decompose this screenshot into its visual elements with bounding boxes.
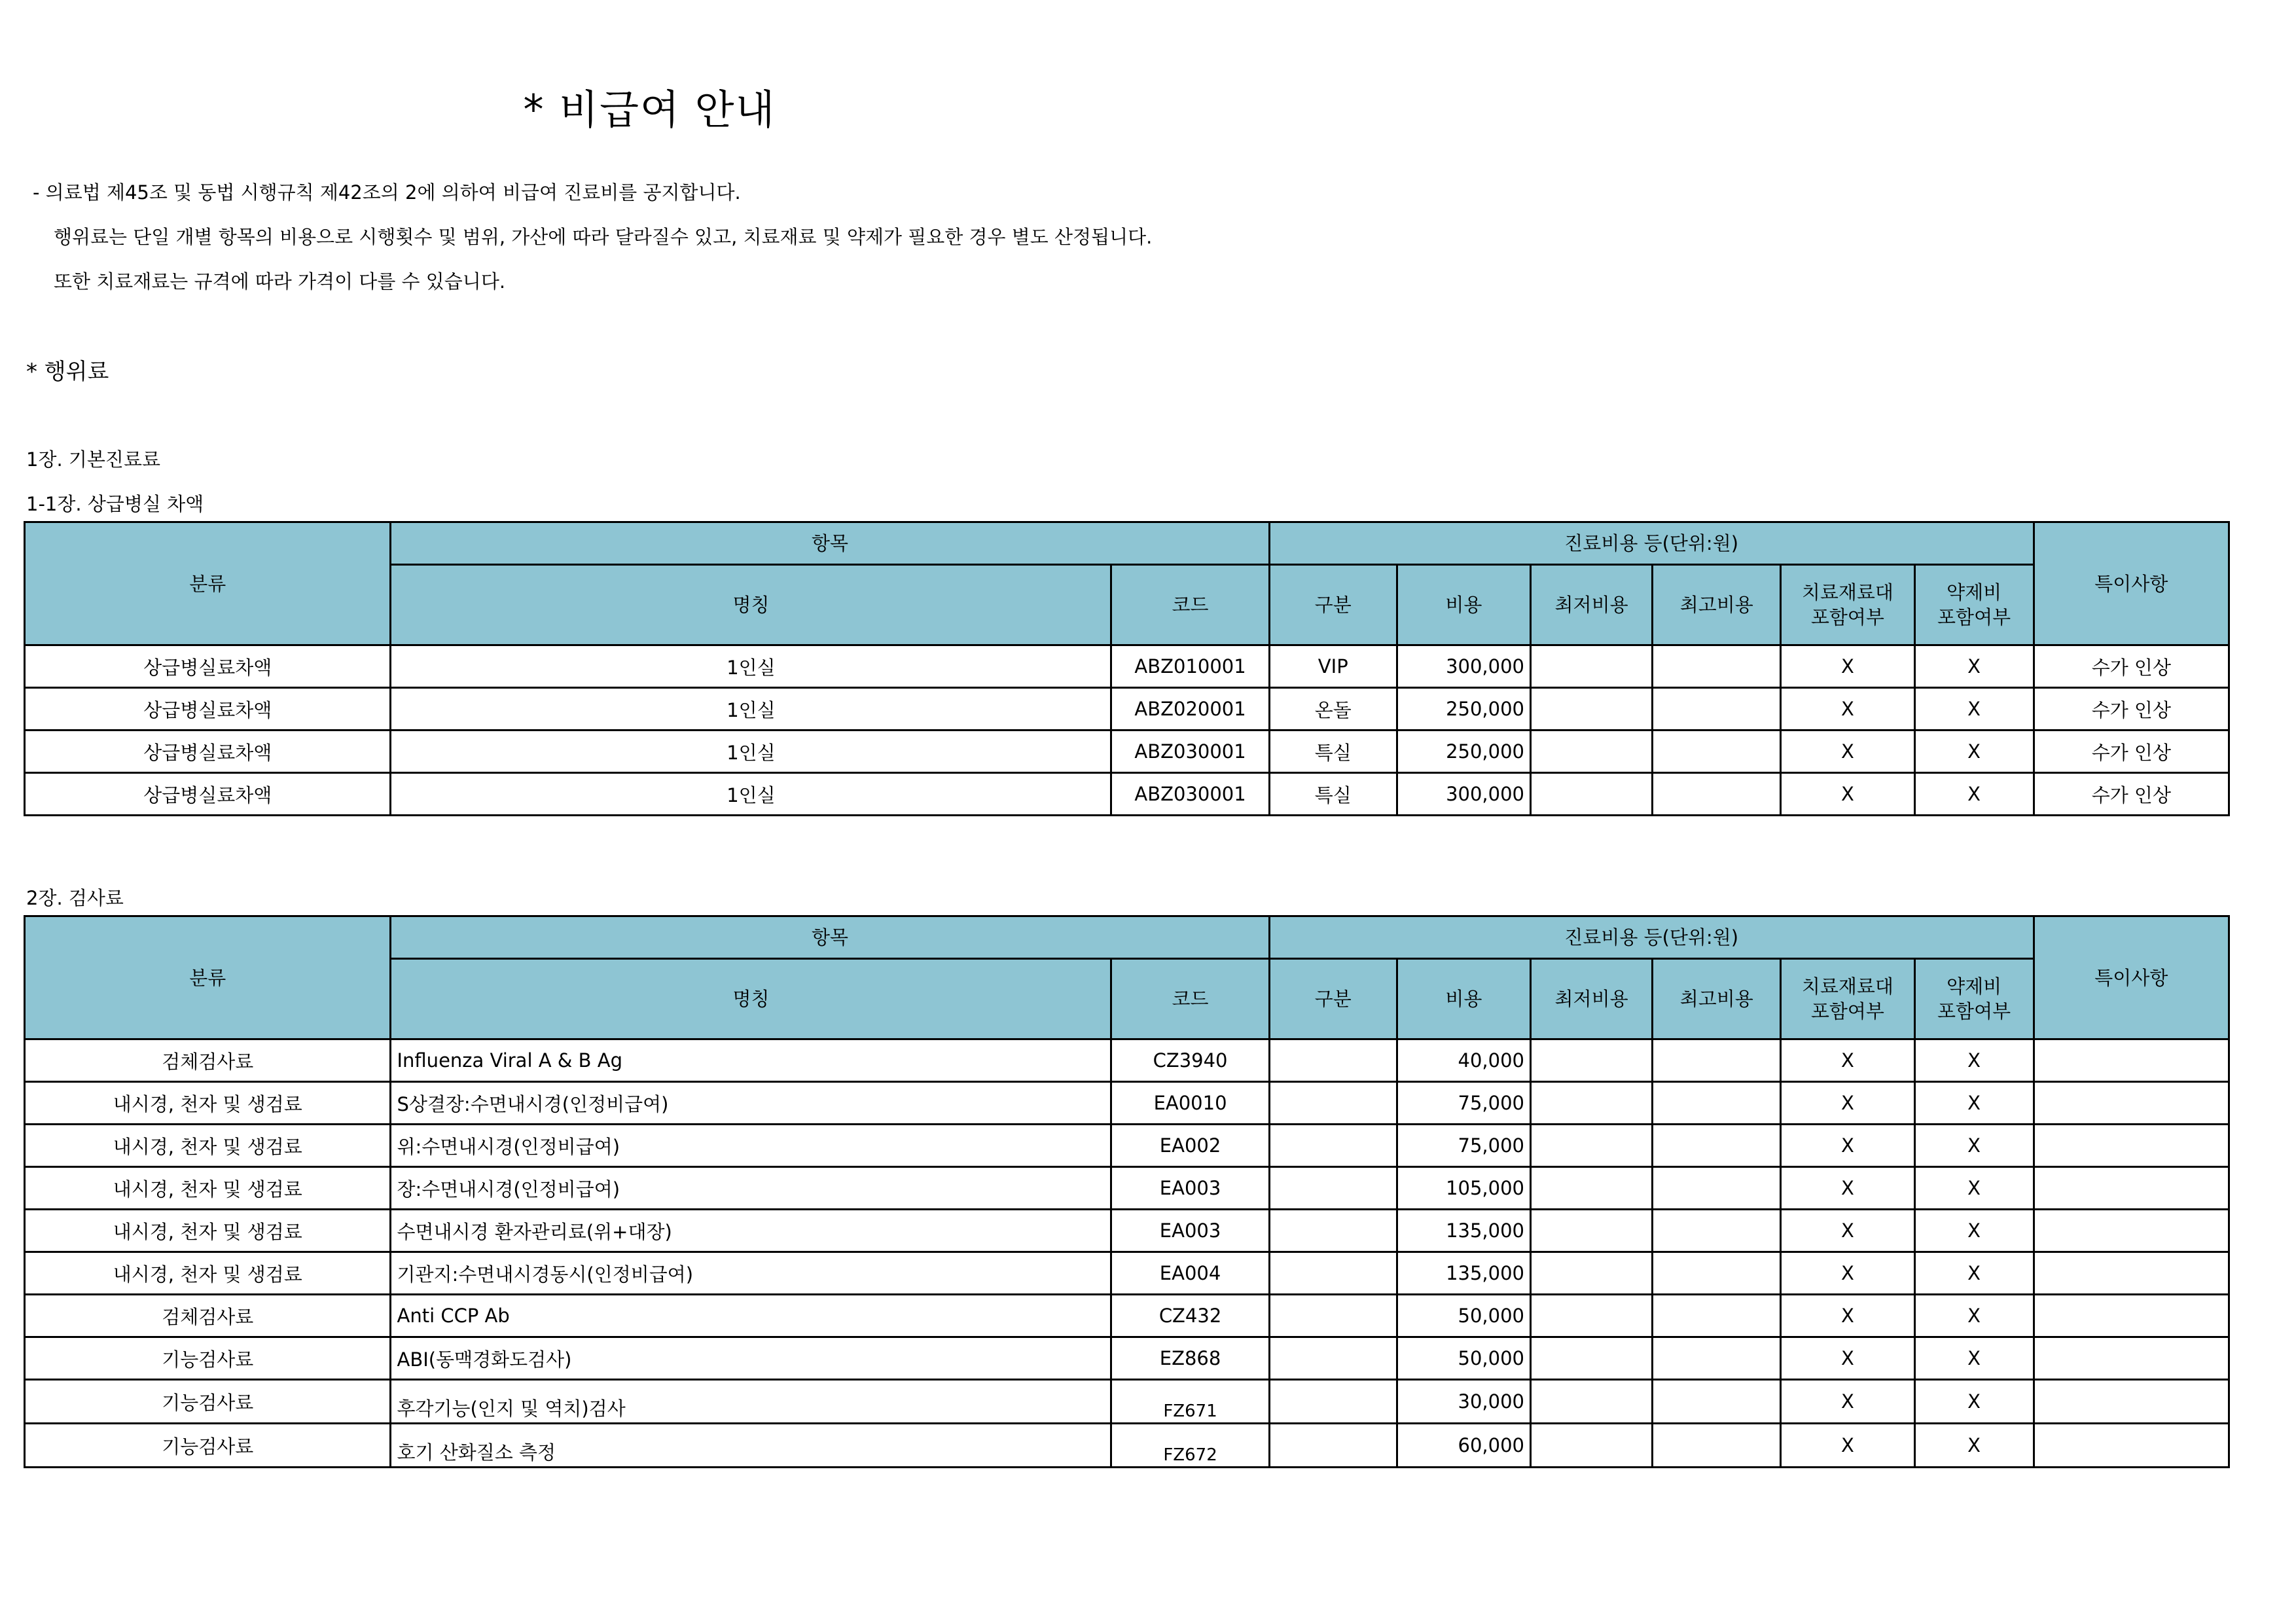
cell-min-cost [1531,688,1653,731]
cell-category: 상급병실료차액 [25,731,391,773]
cell-code: ABZ030001 [1111,731,1269,773]
exam-fee-table [24,915,2230,1468]
cell-type [1269,1295,1397,1337]
cell-name: 1인실 [391,773,1111,816]
cell-max-cost [1653,1125,1781,1167]
table-row [25,1424,2229,1468]
cell-type: 특실 [1269,731,1397,773]
cell-max-cost [1653,645,1781,688]
cell-cost: 250,000 [1397,688,1530,731]
cell-cost: 60,000 [1397,1424,1530,1468]
cell-name: Influenza Viral A & B Ag [391,1039,1111,1082]
header-item: 항목 [391,916,1269,959]
cell-min-cost [1531,773,1653,816]
notice-line-1: - 의료법 제45조 및 동법 시행규칙 제42조의 2에 의하여 비급여 진료비를 공지합니다. [33,181,741,204]
cell-min-cost [1531,731,1653,773]
cell-min-cost [1531,1167,1653,1210]
cell-remarks: 수가 인상 [2034,645,2229,688]
cell-category: 내시경, 천자 및 생검료 [25,1167,391,1210]
cell-type: 특실 [1269,773,1397,816]
cell-cost: 300,000 [1397,773,1530,816]
chapter-1-heading: 1장. 기본진료료 [26,448,160,471]
cell-remarks: 수가 인상 [2034,731,2229,773]
cell-min-cost [1531,645,1653,688]
cell-remarks [2034,1210,2229,1252]
cell-code: FZ672 [1111,1424,1269,1468]
cell-category: 상급병실료차액 [25,773,391,816]
cell-max-cost [1653,731,1781,773]
notice-line-2: 행위료는 단일 개별 항목의 비용으로 시행횟수 및 범위, 가산에 따라 달라질수 있고, 치료재료 및 약제가 필요한 경우 별도 산정됩니다. [54,226,1153,248]
cell-cost: 135,000 [1397,1252,1530,1295]
cell-type [1269,1380,1397,1424]
cell-type [1269,1210,1397,1252]
table-row [25,731,2229,773]
cell-cost: 30,000 [1397,1380,1530,1424]
cell-min-cost [1531,1125,1653,1167]
cell-cost: 75,000 [1397,1125,1530,1167]
cell-code: ABZ020001 [1111,688,1269,731]
cell-category: 내시경, 천자 및 생검료 [25,1210,391,1252]
header-drug: 약제비 포함여부 [1914,565,2034,645]
subchapter-1-1-heading: 1-1장. 상급병실 차액 [26,493,204,515]
cell-cost: 50,000 [1397,1295,1530,1337]
notice-line-3: 또한 치료재료는 규격에 따라 가격이 다를 수 있습니다. [54,270,506,293]
header-type: 구분 [1269,959,1397,1039]
table-row [25,1295,2229,1337]
cell-cost: 135,000 [1397,1210,1530,1252]
cell-remarks: 수가 인상 [2034,773,2229,816]
header-drug: 약제비 포함여부 [1914,959,2034,1039]
cell-max-cost [1653,688,1781,731]
header-type: 구분 [1269,565,1397,645]
cell-category: 기능검사료 [25,1380,391,1424]
header-material: 치료재료대 포함여부 [1781,565,1914,645]
header-min-cost: 최저비용 [1531,959,1653,1039]
table-row [25,1337,2229,1380]
cell-name: 호기 산화질소 측정 [391,1424,1111,1468]
cell-cost: 105,000 [1397,1167,1530,1210]
cell-min-cost [1531,1252,1653,1295]
cell-code: EA003 [1111,1210,1269,1252]
cell-code: ABZ030001 [1111,773,1269,816]
cell-type: VIP [1269,645,1397,688]
cell-code: EA003 [1111,1167,1269,1210]
cell-code: EA004 [1111,1252,1269,1295]
cell-drug: X [1914,1167,2034,1210]
cell-min-cost [1531,1295,1653,1337]
cell-remarks [2034,1125,2229,1167]
header-item: 항목 [391,522,1269,565]
cell-material: X [1781,645,1914,688]
cell-drug: X [1914,688,2034,731]
cell-category: 기능검사료 [25,1337,391,1380]
cell-cost: 250,000 [1397,731,1530,773]
cell-material: X [1781,688,1914,731]
cell-remarks [2034,1082,2229,1125]
cell-code: CZ432 [1111,1295,1269,1337]
table-row [25,1125,2229,1167]
header-cost-group: 진료비용 등(단위:원) [1269,522,2034,565]
cell-material: X [1781,1380,1914,1424]
cell-drug: X [1914,731,2034,773]
header-name: 명칭 [391,959,1111,1039]
cell-category: 내시경, 천자 및 생검료 [25,1125,391,1167]
section-heading: * 행위료 [26,359,109,385]
cell-code: EA002 [1111,1125,1269,1167]
table-row [25,1210,2229,1252]
cell-material: X [1781,1337,1914,1380]
header-code: 코드 [1111,565,1269,645]
cell-name: 수면내시경 환자관리료(위+대장) [391,1210,1111,1252]
cell-min-cost [1531,1337,1653,1380]
cell-type [1269,1167,1397,1210]
cell-name: ABI(동맥경화도검사) [391,1337,1111,1380]
cell-material: X [1781,1039,1914,1082]
cell-remarks [2034,1167,2229,1210]
header-remarks: 특이사항 [2034,916,2229,1039]
cell-material: X [1781,1210,1914,1252]
cell-category: 상급병실료차액 [25,645,391,688]
cell-max-cost [1653,1082,1781,1125]
cell-category: 내시경, 천자 및 생검료 [25,1252,391,1295]
cell-max-cost [1653,1337,1781,1380]
cell-type: 온돌 [1269,688,1397,731]
cell-drug: X [1914,1380,2034,1424]
cell-code: EA0010 [1111,1082,1269,1125]
cell-drug: X [1914,1424,2034,1468]
cell-category: 상급병실료차액 [25,688,391,731]
cell-drug: X [1914,1082,2034,1125]
cell-code: FZ671 [1111,1380,1269,1424]
cell-material: X [1781,1295,1914,1337]
cell-cost: 40,000 [1397,1039,1530,1082]
cell-cost: 50,000 [1397,1337,1530,1380]
cell-drug: X [1914,1295,2034,1337]
table-row [25,1167,2229,1210]
cell-category: 내시경, 천자 및 생검료 [25,1082,391,1125]
cell-drug: X [1914,1252,2034,1295]
cell-min-cost [1531,1210,1653,1252]
table-row [25,1082,2229,1125]
cell-code: CZ3940 [1111,1039,1269,1082]
table-row [25,645,2229,688]
cell-material: X [1781,773,1914,816]
cell-drug: X [1914,1039,2034,1082]
cell-drug: X [1914,773,2034,816]
cell-name: 후각기능(인지 및 역치)검사 [391,1380,1111,1424]
cell-type [1269,1082,1397,1125]
header-min-cost: 최저비용 [1531,565,1653,645]
header-max-cost: 최고비용 [1653,565,1781,645]
header-cost-group: 진료비용 등(단위:원) [1269,916,2034,959]
header-code: 코드 [1111,959,1269,1039]
cell-cost: 75,000 [1397,1082,1530,1125]
header-material: 치료재료대 포함여부 [1781,959,1914,1039]
cell-max-cost [1653,1424,1781,1468]
cell-name: S상결장:수면내시경(인정비급여) [391,1082,1111,1125]
table-row [25,1252,2229,1295]
header-cost: 비용 [1397,565,1530,645]
cell-material: X [1781,1424,1914,1468]
room-fee-table [24,521,2230,816]
cell-type [1269,1125,1397,1167]
cell-drug: X [1914,645,2034,688]
page-title: * 비급여 안내 [523,86,776,134]
cell-material: X [1781,1167,1914,1210]
cell-material: X [1781,1252,1914,1295]
cell-remarks [2034,1380,2229,1424]
table-row [25,1380,2229,1424]
cell-type [1269,1039,1397,1082]
cell-name: 1인실 [391,688,1111,731]
cell-name: Anti CCP Ab [391,1295,1111,1337]
table-row [25,688,2229,731]
cell-code: EZ868 [1111,1337,1269,1380]
cell-code: ABZ010001 [1111,645,1269,688]
table-row [25,1039,2229,1082]
cell-name: 위:수면내시경(인정비급여) [391,1125,1111,1167]
cell-remarks [2034,1424,2229,1468]
cell-min-cost [1531,1380,1653,1424]
cell-material: X [1781,1125,1914,1167]
cell-category: 검체검사료 [25,1039,391,1082]
cell-remarks [2034,1337,2229,1380]
header-max-cost: 최고비용 [1653,959,1781,1039]
cell-drug: X [1914,1337,2034,1380]
header-category: 분류 [25,522,391,645]
cell-drug: X [1914,1125,2034,1167]
header-category: 분류 [25,916,391,1039]
cell-max-cost [1653,1039,1781,1082]
cell-cost: 300,000 [1397,645,1530,688]
cell-drug: X [1914,1210,2034,1252]
cell-max-cost [1653,1167,1781,1210]
cell-max-cost [1653,1295,1781,1337]
cell-min-cost [1531,1082,1653,1125]
cell-type [1269,1252,1397,1295]
cell-max-cost [1653,1210,1781,1252]
cell-name: 기관지:수면내시경동시(인정비급여) [391,1252,1111,1295]
cell-max-cost [1653,1380,1781,1424]
cell-material: X [1781,1082,1914,1125]
table-row [25,773,2229,816]
cell-material: X [1781,731,1914,773]
cell-remarks [2034,1252,2229,1295]
cell-max-cost [1653,1252,1781,1295]
cell-category: 기능검사료 [25,1424,391,1468]
cell-category: 검체검사료 [25,1295,391,1337]
cell-min-cost [1531,1424,1653,1468]
chapter-2-heading: 2장. 검사료 [26,887,124,909]
cell-type [1269,1424,1397,1468]
cell-name: 1인실 [391,645,1111,688]
cell-min-cost [1531,1039,1653,1082]
header-name: 명칭 [391,565,1111,645]
cell-name: 장:수면내시경(인정비급여) [391,1167,1111,1210]
cell-remarks [2034,1039,2229,1082]
cell-type [1269,1337,1397,1380]
cell-remarks [2034,1295,2229,1337]
cell-remarks: 수가 인상 [2034,688,2229,731]
header-remarks: 특이사항 [2034,522,2229,645]
cell-max-cost [1653,773,1781,816]
cell-name: 1인실 [391,731,1111,773]
header-cost: 비용 [1397,959,1530,1039]
